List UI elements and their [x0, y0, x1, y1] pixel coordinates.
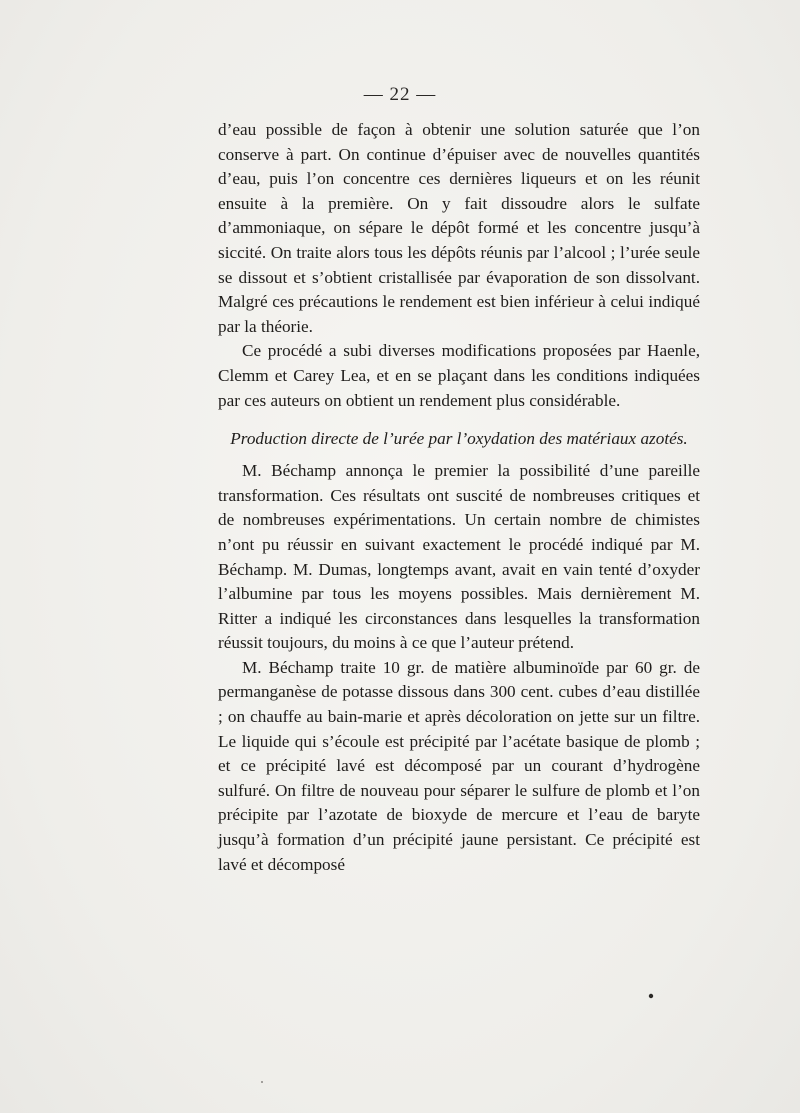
ink-speck — [261, 1081, 263, 1083]
ink-speck — [649, 994, 653, 998]
section-heading: Production directe de l’urée par l’oxydation des matériaux azotés. — [230, 429, 688, 449]
paragraph-continued: d’eau possible de façon à obtenir une solution saturée que l’on conserve à part. On continue d’épuiser avec de nouvelles quantités d’eau, puis l’on concentre ces dernières liqueurs et on les réunit ensuite à la première. On y fait dissoudre alors le sulfate d’ammoniaque, on sépare le dépôt formé et les concentre jusqu’à siccité. On traite alors tous les dépôts réunis par l’alcool ; l’urée seule se dissout et s’obtient cristallisée par évaporation de son dissolvant. Malgré ces précautions le rendement est bien inférieur à celui indiqué par la théorie. — [218, 120, 700, 336]
paragraph-bechamp-announcement: M. Béchamp annonça le premier la possibilité d’une pareille transformation. Ces résultats ont suscité de nombreuses critiques et de nombreuses expérimentations. Un certain nombre de chimistes n’ont pu réussir en suivant exactement le procédé indiqué par M. Béchamp. M. Dumas, longtemps avant, avait en vain tenté d’oxyder l’albumine par tous les moyens possibles. Mais dernièrement M. Ritter a indiqué les circonstances dans lesquelles la transformation réussit toujours, du moins à ce que l’auteur prétend. — [218, 461, 700, 653]
paragraph-bechamp-procedure: M. Béchamp traite 10 gr. de matière albuminoïde par 60 gr. de permanganèse de potasse dissous dans 300 cent. cubes d’eau distillée ; on chauffe au bain-marie et après décoloration on jette sur un filtre. Le liquide qui s’écoule est précipité par l’acétate basique de plomb ; et ce précipité lavé est décomposé par un courant d’hydrogène sulfuré. On filtre de nouveau pour séparer le sulfure de plomb et l’on précipite par l’azotate de bioxyde de mercure et l’eau de baryte jusqu’à formation d’un précipité jaune persistant. Ce précipité est lavé et décomposé — [218, 657, 700, 874]
page-number: — 22 — — [363, 84, 437, 105]
paragraph-haenle: Ce procédé a subi diverses modifications proposées par Haenle, Clemm et Carey Lea, et en se plaçant dans les conditions indiquées par ces auteurs on obtient un rendement plus considérable. — [218, 341, 700, 410]
body-text — [218, 118, 700, 877]
